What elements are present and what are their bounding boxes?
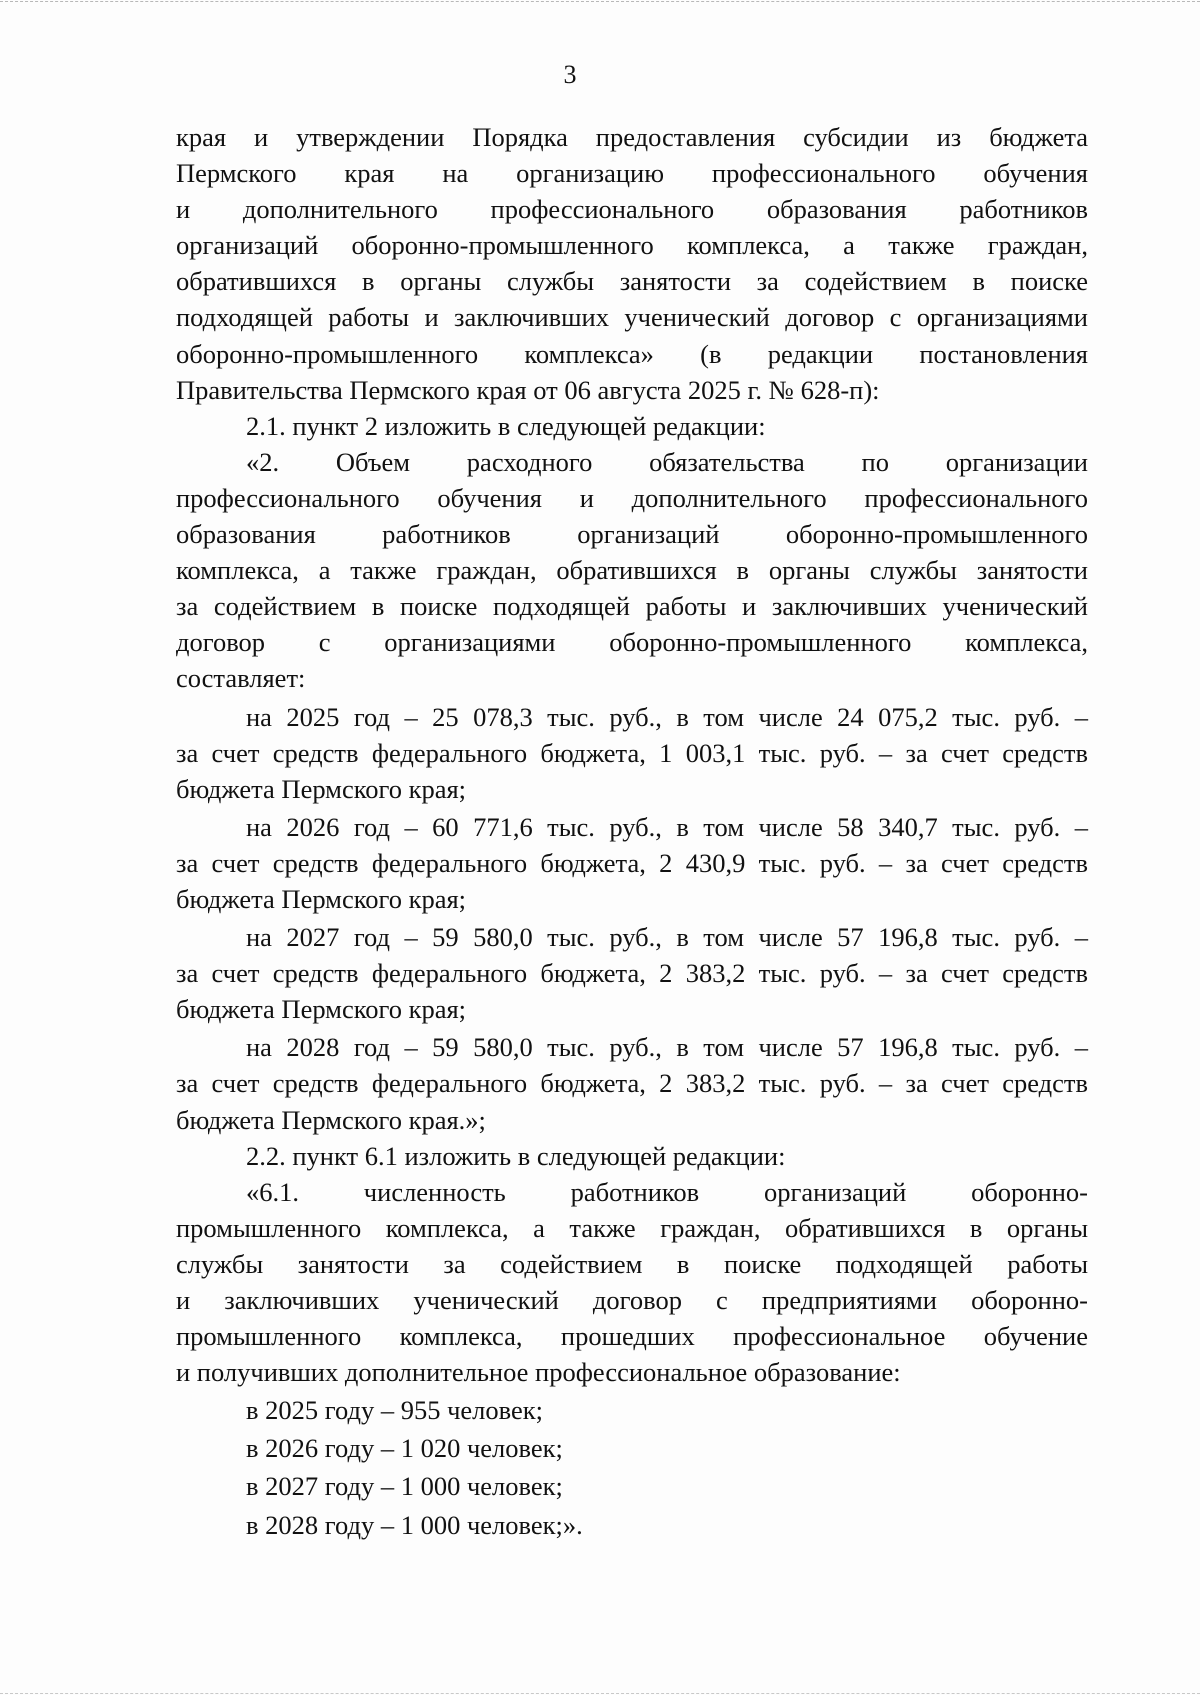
text-line: комплекса, а также граждан, обратившихся в органы службы занятости — [176, 555, 1088, 586]
headcount-line: в 2028 году – 1 000 человек;». — [246, 1509, 583, 1540]
document-body — [176, 119, 1088, 1543]
budget-line: на 2028 год – 59 580,0 тыс. руб., в том числе 57 196,8 тыс. руб. – — [246, 1032, 1088, 1063]
text-line: профессионального обучения и дополнительного профессионального — [176, 482, 1088, 513]
clause-heading: 2.2. пункт 6.1 изложить в следующей редакции: — [246, 1140, 786, 1171]
scan-top-edge — [0, 1, 1200, 2]
text-line: службы занятости за содействием в поиске подходящей работы — [176, 1248, 1088, 1279]
budget-line: бюджета Пермского края.»; — [176, 1104, 486, 1135]
text-line: подходящей работы и заключивших ученический договор с организациями — [176, 302, 1088, 333]
budget-line: на 2026 год – 60 771,6 тыс. руб., в том числе 58 340,7 тыс. руб. – — [246, 811, 1088, 842]
budget-line: за счет средств федерального бюджета, 2 383,2 тыс. руб. – за счет средств — [176, 1068, 1088, 1099]
text-line: и заключивших ученический договор с предприятиями оборонно- — [176, 1285, 1088, 1315]
page-number: 3 — [563, 60, 577, 89]
text-line: организаций оборонно-промышленного комплекса, а также граждан, — [176, 230, 1088, 261]
text-line: и дополнительного профессионального образования работников — [176, 194, 1088, 225]
headcount-line: в 2027 году – 1 000 человек; — [246, 1471, 563, 1502]
text-line: Правительства Пермского края от 06 августа 2025 г. № 628-п): — [176, 374, 880, 405]
headcount-line: в 2025 году – 955 человек; — [246, 1395, 543, 1426]
scan-bottom-edge — [0, 1693, 1200, 1694]
text-line: «6.1. численность работников организаций оборонно- — [246, 1176, 1088, 1207]
budget-line: бюджета Пермского края; — [176, 994, 467, 1025]
headcount-line: в 2026 году – 1 020 человек; — [246, 1433, 563, 1464]
text-line: промышленного комплекса, а также граждан, обратившихся в органы — [176, 1212, 1088, 1243]
budget-line: за счет средств федерального бюджета, 1 003,1 тыс. руб. – за счет средств — [176, 737, 1088, 768]
clause-heading: 2.1. пункт 2 изложить в следующей редакции: — [246, 410, 766, 441]
text-line: за содействием в поиске подходящей работы и заключивших ученический — [176, 591, 1088, 622]
text-line: обратившихся в органы службы занятости за содействием в поиске — [176, 266, 1088, 297]
budget-line: на 2025 год – 25 078,3 тыс. руб., в том числе 24 075,2 тыс. руб. – — [246, 701, 1088, 732]
text-line: края и утверждении Порядка предоставления субсидии из бюджета — [176, 122, 1088, 152]
text-line: образования работников организаций оборонно-промышленного — [176, 519, 1088, 550]
text-line: и получивших дополнительное профессиональное образование: — [176, 1357, 901, 1388]
budget-line: за счет средств федерального бюджета, 2 383,2 тыс. руб. – за счет средств — [176, 958, 1088, 989]
text-line: промышленного комплекса, прошедших профессиональное обучение — [176, 1321, 1088, 1352]
text-line: «2. Объем расходного обязательства по организации — [246, 446, 1088, 477]
text-line: составляет: — [176, 663, 306, 694]
budget-line: на 2027 год – 59 580,0 тыс. руб., в том числе 57 196,8 тыс. руб. – — [246, 922, 1088, 953]
budget-line: бюджета Пермского края; — [176, 883, 467, 914]
text-line: Пермского края на организацию профессионального обучения — [176, 158, 1088, 189]
text-line: оборонно-промышленного комплекса» (в редакции постановления — [176, 338, 1088, 369]
budget-line: за счет средств федерального бюджета, 2 430,9 тыс. руб. – за счет средств — [176, 847, 1088, 878]
text-line: договор с организациями оборонно-промышленного комплекса, — [176, 627, 1088, 658]
budget-line: бюджета Пермского края; — [176, 773, 467, 804]
